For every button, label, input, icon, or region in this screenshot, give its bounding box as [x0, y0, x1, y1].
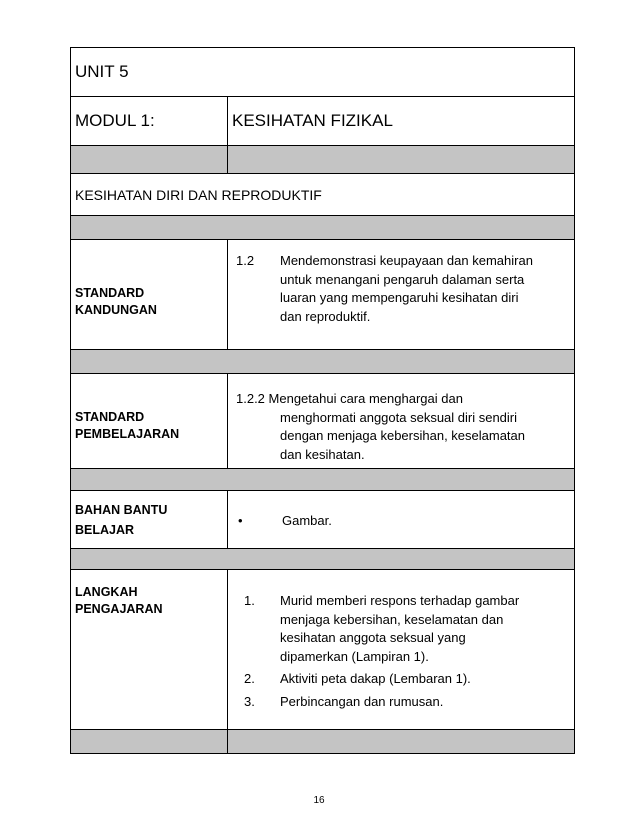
standard-kandungan-label: STANDARD KANDUNGAN [71, 240, 228, 350]
spacer-row [71, 730, 575, 754]
unit-title: UNIT 5 [71, 48, 575, 97]
spacer-row [71, 146, 575, 174]
topic-row [71, 174, 575, 216]
bahan-bantu-item: • Gambar. [228, 508, 574, 531]
langkah-label: LANGKAH PENGAJARAN [71, 570, 228, 730]
unit-row [71, 48, 575, 97]
bullet-icon: • [238, 513, 243, 529]
standard-pembelajaran-row [71, 374, 575, 469]
topic-title: KESIHATAN DIRI DAN REPRODUKTIF [71, 174, 575, 216]
step-item: 3. Perbincangan dan rumusan. [244, 693, 444, 709]
step-item: 2. Aktiviti peta dakap (Lembaran 1). [244, 671, 471, 686]
modul-title: KESIHATAN FIZIKAL [228, 97, 575, 146]
standard-kandungan-item: 1.2 Mendemonstrasi keupayaan dan kemahiran untuk menangani pengaruh dalaman serta luaran yang mempengaruhi kesihatan diri dan reproduktif. [236, 253, 533, 324]
spacer-row [71, 216, 575, 240]
spacer-row [71, 350, 575, 374]
spacer-row [71, 549, 575, 570]
bahan-bantu-content [228, 491, 575, 549]
modul-row [71, 97, 575, 146]
spacer-row [71, 469, 575, 491]
step-item: 1. Murid memberi respons terhadap gambar menjaga kebersihan, keselamatan dan kesihatan anggota seksual yang dipamerkan (Lampiran 1). [244, 593, 520, 664]
standard-pembelajaran-content: 1.2.2 Mengetahui cara menghargai dan menghormati anggota seksual diri sendiri dengan menjaga kebersihan, keselamatan dan kesihatan. [228, 374, 575, 469]
page-number: 16 [313, 795, 325, 806]
standard-kandungan-row [71, 240, 575, 350]
langkah-row [71, 570, 575, 730]
standard-kandungan-content [228, 240, 575, 350]
langkah-content [228, 570, 575, 730]
bahan-bantu-label: BAHAN BANTU BELAJAR [71, 491, 228, 549]
standard-pembelajaran-label: STANDARD PEMBELAJARAN [71, 374, 228, 469]
bahan-bantu-row [71, 491, 575, 549]
modul-label: MODUL 1: [71, 97, 228, 146]
lesson-plan-table [70, 47, 575, 754]
